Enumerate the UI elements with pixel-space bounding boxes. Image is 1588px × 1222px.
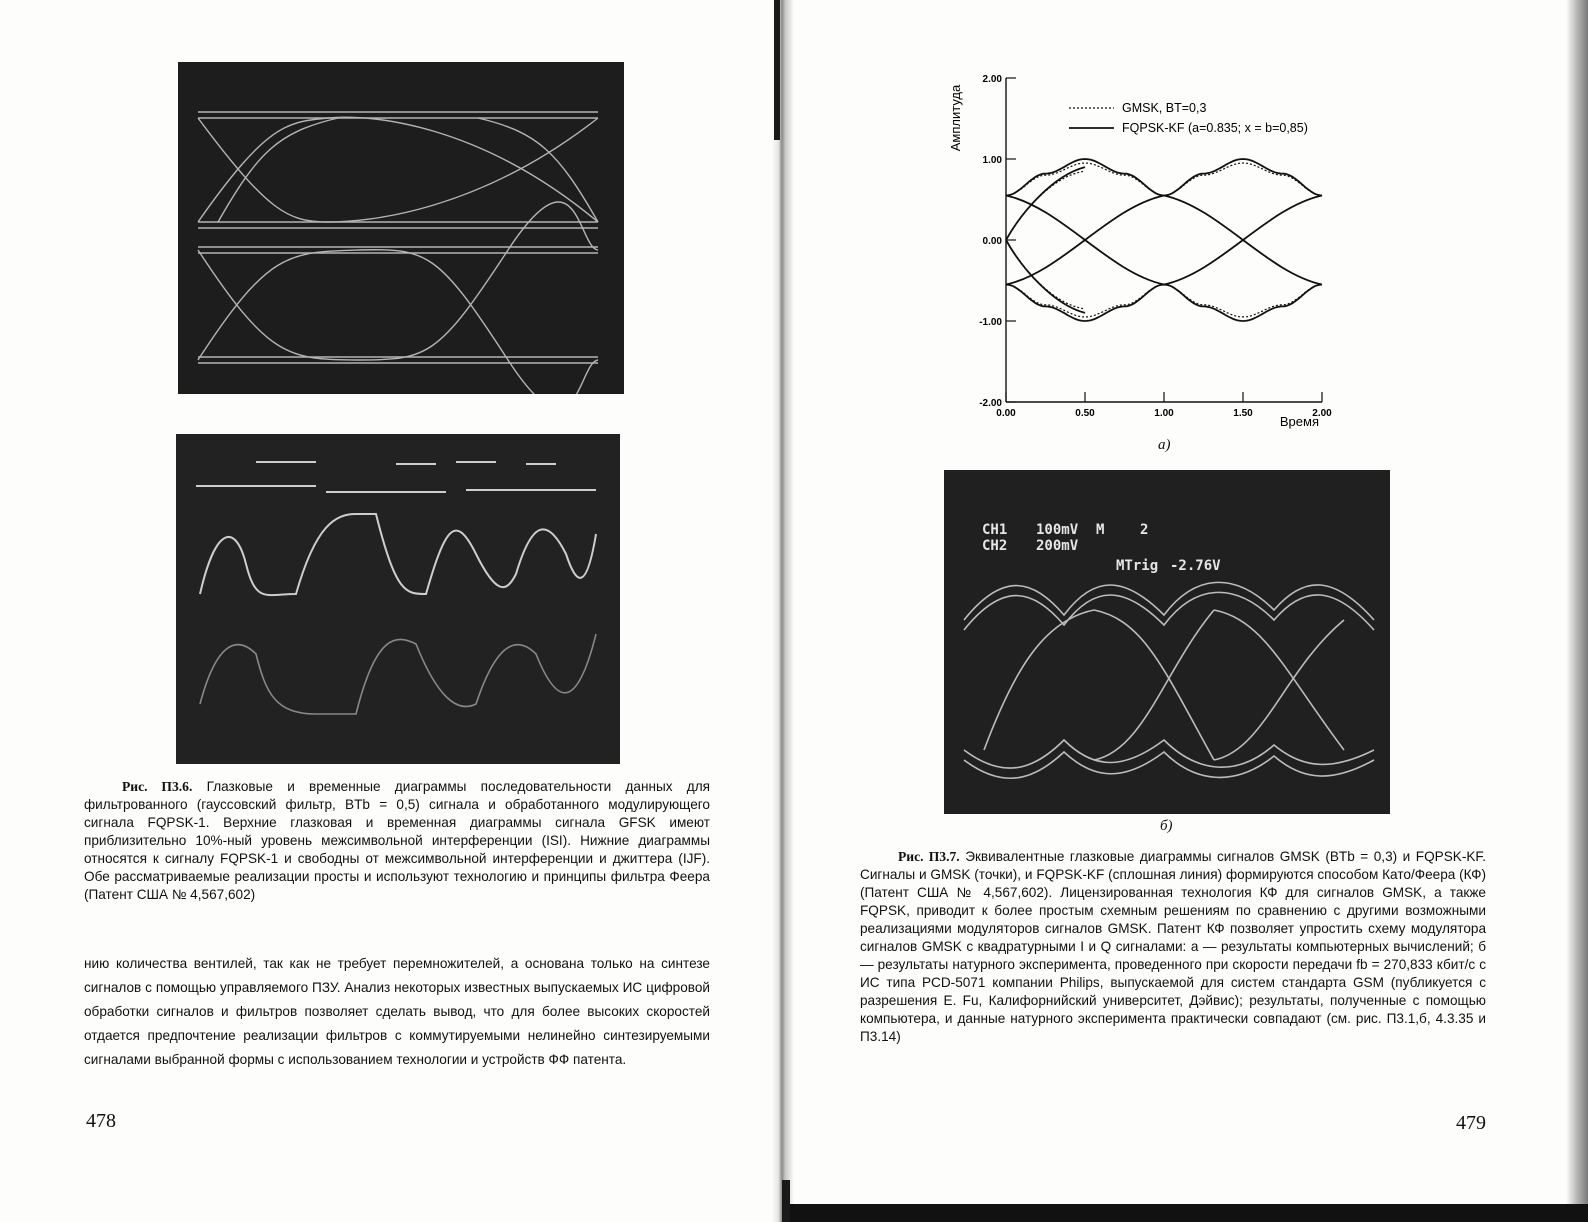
x-tick-label: 1.50 bbox=[1233, 408, 1253, 419]
figure-label: Рис. П3.7. bbox=[898, 849, 960, 864]
series-0-start-branch bbox=[1006, 171, 1085, 240]
series-1-lower-envelope bbox=[1006, 285, 1322, 321]
y-tick-label: 2.00 bbox=[982, 74, 1002, 85]
x-tick-label: 2.00 bbox=[1312, 408, 1332, 419]
osc-ch2-value: 200mV bbox=[1036, 538, 1079, 554]
body-paragraph bbox=[84, 952, 710, 1072]
y-tick-label: -2.00 bbox=[979, 398, 1002, 409]
body-paragraph-text: нию количества вентилей, так как не требует перемножителей, а основана только на синтезе сигналов с помощью управляемого ПЗУ. Анализ некоторых известных выпускаемых ИС цифровой обработки сигналов и фильтров позволяет сделать вывод, что для более высоких скоростей отдается предпочтение реализации фильтров с коммутируемыми нелинейно синтезируемыми сигналами выбранной формы с использованием технологии и устройств ФФ патента. bbox=[84, 956, 710, 1067]
page-number-left: 478 bbox=[86, 1110, 116, 1132]
figure-caption-p3-6 bbox=[84, 778, 710, 904]
osc-trig-value: -2.76V bbox=[1170, 558, 1221, 574]
eye-diagram-photo-gfsk-fqpsk bbox=[178, 62, 624, 394]
spine-dark-edge-bottom bbox=[782, 1180, 790, 1222]
figure-caption-p3-7 bbox=[860, 848, 1486, 1046]
legend-label-1: FQPSK-KF (a=0.835; x = b=0,85) bbox=[1122, 121, 1308, 135]
y-tick-label: 0.00 bbox=[982, 236, 1002, 247]
series-1-transition bbox=[1006, 195, 1164, 284]
series-1-start-branch bbox=[1006, 240, 1085, 313]
x-tick-label: 0.00 bbox=[996, 408, 1016, 419]
series-0-start-branch bbox=[1006, 240, 1085, 309]
page-number-right: 479 bbox=[1456, 1112, 1486, 1134]
osc-m-label: M bbox=[1096, 522, 1105, 538]
legend-label-0: GMSK, BT=0,3 bbox=[1122, 101, 1207, 115]
series-0-upper-envelope bbox=[1006, 163, 1322, 196]
y-tick-label: 1.00 bbox=[982, 155, 1002, 166]
x-tick-label: 1.00 bbox=[1154, 408, 1174, 419]
oscilloscope-eye-diagram-photo bbox=[944, 470, 1390, 814]
x-axis-label: Время bbox=[1279, 414, 1319, 429]
chart-legend bbox=[1069, 101, 1308, 135]
spine-dark-edge bbox=[774, 0, 780, 140]
osc-time-value: 2 bbox=[1140, 522, 1149, 538]
left-page bbox=[0, 0, 780, 1222]
figure-label: Рис. П3.6. bbox=[122, 779, 193, 794]
eye-diagram-chart bbox=[944, 60, 1354, 440]
chart-series bbox=[1006, 159, 1322, 321]
series-0-lower-envelope bbox=[1006, 285, 1322, 317]
time-diagram-photo bbox=[176, 434, 620, 764]
y-tick-label: -1.00 bbox=[979, 317, 1002, 328]
osc-trig-label: MTrig bbox=[1116, 558, 1159, 574]
y-axis-label: Амплитуда bbox=[948, 84, 963, 152]
x-tick-label: 0.50 bbox=[1075, 408, 1095, 419]
subfigure-label-a: а) bbox=[1158, 437, 1171, 453]
figure-caption-text: Эквивалентные глазковые диаграммы сигналов GMSK (BTb = 0,3) и FQPSK-KF. Сигналы и GMSK (точки), и FQPSK-KF (сплошная линия) формируются способом Като/Феера (КФ) (Патент США № 4,567,602). Лицензированная технология КФ для сигналов GMSK, а также FQPSK, приводит к более простым схемным решениям по сравнению с другими возможными реализациями модуляторов сигналов GMSK. Патент КФ позволяет упростить схему модулятора сигналов GMSK с квадратурными I и Q сигналами: а — результаты компьютерных вычислений; б — результаты натурного эксперимента, проведенного при скорости передачи fb = 270,833 кбит/с с ИС типа PCD-5071 компании Philips, выпускаемой для систем стандарта GSM (публикуется с разрешения E. Fu, Калифорнийский университет, Дэйвис); результаты, полученные с помощью компьютера, и данные натурного эксперимента практически совпадают (см. рис. П3.1,б, 4.3.35 и П3.14) bbox=[860, 849, 1487, 1044]
figure-caption-text: Глазковые и временные диаграммы последовательности данных для фильтрованного (гауссовский фильтр, BTb = 0,5) сигнала и обработанного модулирующего сигнала FQPSK-1. Верхние глазковая и временная диаграммы сигнала GFSK имеют приблизительно 10%-ный уровень межсимвольной интерференции (ISI). Нижние диаграммы относятся к сигналу FQPSK-1 и свободны от межсимвольной интерференции и джиттера (IJF). Обе рассматриваемые реализации просты и используют технологию и принципы фильтра Феера (Патент США № 4,567,602) bbox=[84, 779, 710, 902]
osc-ch1-label: CH1 bbox=[982, 522, 1008, 538]
osc-ch2-label: CH2 bbox=[982, 538, 1008, 554]
subfigure-label-b: б) bbox=[1160, 818, 1173, 834]
series-1-upper-envelope bbox=[1006, 159, 1322, 196]
series-1-start-branch bbox=[1006, 167, 1085, 240]
series-1-transition bbox=[1164, 195, 1322, 284]
osc-ch1-value: 100mV bbox=[1036, 522, 1079, 538]
